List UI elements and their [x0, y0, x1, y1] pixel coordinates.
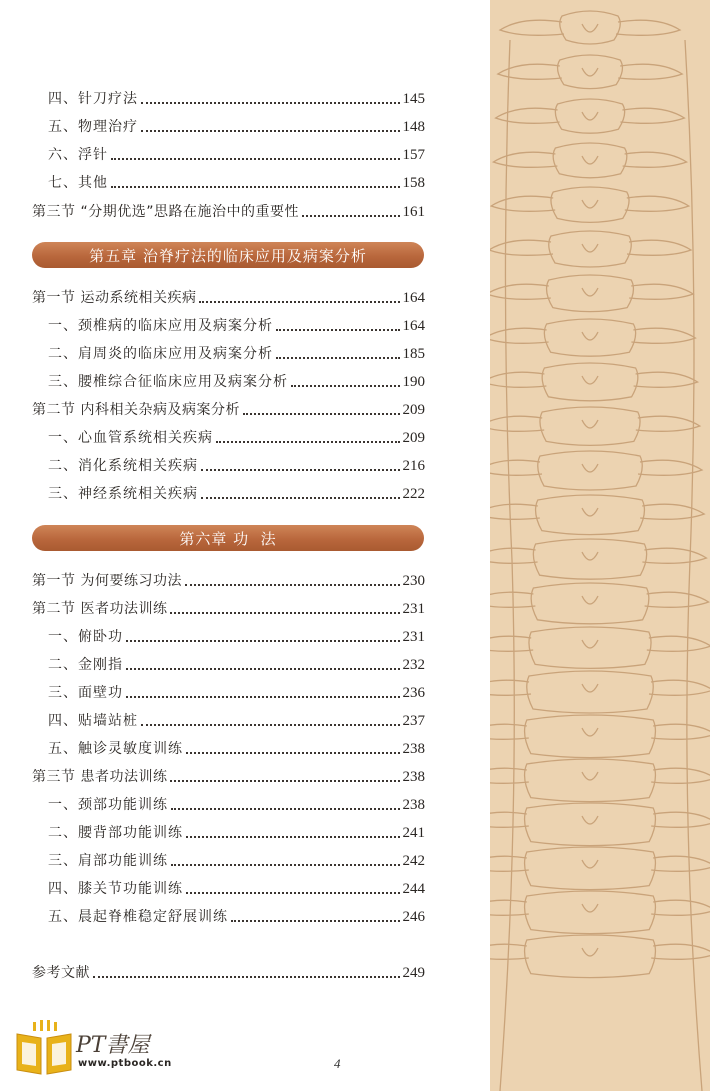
transverse-process-outline — [651, 856, 710, 871]
transverse-process-outline — [490, 812, 529, 827]
vertebra-outline — [533, 539, 646, 579]
toc-entry[interactable] — [48, 734, 425, 758]
transverse-process-outline — [649, 680, 710, 695]
toc-entry-page: 236 — [402, 685, 425, 701]
toc-entry-label: 一、俯卧功 — [48, 629, 123, 645]
toc-entry-page: 244 — [402, 881, 425, 897]
toc-entry[interactable] — [48, 874, 425, 898]
toc-entry-page: 216 — [402, 458, 425, 474]
transverse-process-outline — [490, 504, 540, 519]
spinous-process-outline — [582, 948, 598, 956]
leader-dots — [186, 891, 400, 894]
toc-entry-label: 三、面壁功 — [48, 685, 123, 701]
transverse-process-outline — [496, 108, 560, 123]
transverse-process-outline — [490, 460, 542, 475]
toc-entry-page: 238 — [402, 741, 425, 757]
leader-dots — [199, 300, 399, 303]
leader-dots — [171, 863, 400, 866]
transverse-process-outline — [498, 64, 562, 79]
toc-entry-label: 第二节 内科相关杂病及病案分析 — [32, 402, 240, 418]
toc-entry-label: 五、晨起脊椎稳定舒展训练 — [48, 909, 228, 925]
toc-entry-page: 238 — [402, 797, 425, 813]
toc-entry-label: 二、金刚指 — [48, 657, 123, 673]
spine-contour-right — [685, 40, 702, 1091]
leader-dots — [141, 723, 400, 726]
vertebra-outline — [549, 231, 632, 267]
spinous-process-outline — [582, 464, 598, 472]
leader-dots — [126, 667, 400, 670]
toc-entry-page: 161 — [402, 204, 425, 220]
toc-entry-page: 157 — [402, 147, 425, 163]
transverse-process-outline — [651, 812, 710, 827]
toc-entry[interactable] — [48, 339, 425, 363]
spinous-process-outline — [582, 640, 598, 648]
transverse-process-outline — [490, 416, 544, 431]
toc-entry[interactable] — [48, 140, 425, 164]
logo-name: PT書屋 — [76, 1033, 150, 1058]
vertebra-outline — [547, 275, 634, 312]
transverse-process-outline — [493, 152, 557, 167]
toc-entry-label: 三、腰椎综合征临床应用及病案分析 — [48, 374, 288, 390]
transverse-process-outline — [490, 328, 549, 343]
spinous-process-outline — [582, 508, 598, 516]
transverse-process-outline — [645, 592, 709, 607]
toc-entry-label: 五、物理治疗 — [48, 119, 138, 135]
leader-dots — [216, 440, 400, 443]
toc-entry-label: 七、其他 — [48, 175, 108, 191]
toc-entry-label: 一、心血管系统相关疾病 — [48, 430, 213, 446]
toc-entry[interactable] — [48, 311, 425, 335]
toc-entry-page: 230 — [402, 573, 425, 589]
transverse-process-outline — [640, 504, 704, 519]
transverse-process-outline — [631, 328, 695, 343]
toc-entry-page: 237 — [402, 713, 425, 729]
transverse-process-outline — [629, 284, 693, 299]
leader-dots — [243, 412, 400, 415]
toc-entry-label: 四、膝关节功能训练 — [48, 881, 183, 897]
toc-entry-page: 241 — [402, 825, 425, 841]
transverse-process-outline — [620, 108, 684, 123]
spinous-process-outline — [582, 816, 598, 824]
transverse-process-outline — [490, 856, 529, 871]
spinous-process-outline — [582, 596, 598, 604]
toc-entry-page: 246 — [402, 909, 425, 925]
toc-entry-label: 四、贴墙站桩 — [48, 713, 138, 729]
spinous-process-outline — [582, 112, 598, 120]
toc-section-entry[interactable] — [32, 283, 425, 307]
toc-entry-label: 第一节 运动系统相关疾病 — [32, 290, 197, 306]
spinous-process-outline — [582, 904, 598, 912]
transverse-process-outline — [616, 20, 680, 35]
vertebra-outline — [551, 187, 629, 222]
leader-dots — [231, 919, 400, 922]
leader-dots — [111, 157, 400, 160]
toc-entry-page: 190 — [402, 374, 425, 390]
toc-entry-label: 四、针刀疗法 — [48, 91, 138, 107]
transverse-process-outline — [651, 944, 710, 959]
toc-entry-page: 222 — [402, 486, 425, 502]
transverse-process-outline — [490, 372, 546, 387]
chapter-banner: 第五章 治脊疗法的临床应用及病案分析 — [32, 242, 424, 268]
toc-entry[interactable] — [48, 479, 425, 503]
toc-entry[interactable] — [48, 84, 425, 108]
toc-entry-label: 一、颈部功能训练 — [48, 797, 168, 813]
leader-dots — [141, 101, 400, 104]
transverse-process-outline — [490, 284, 551, 299]
spinous-process-outline — [582, 68, 598, 76]
toc-entry[interactable] — [48, 451, 425, 475]
transverse-process-outline — [625, 196, 689, 211]
leader-dots — [276, 328, 400, 331]
vertebra-outline — [553, 143, 627, 178]
toc-entry-label: 三、神经系统相关疾病 — [48, 486, 198, 502]
toc-entry-page: 238 — [402, 769, 425, 785]
leader-dots — [170, 779, 399, 782]
vertebra-outline — [558, 55, 623, 89]
toc-entry-label: 第一节 为何要练习功法 — [32, 573, 182, 589]
leader-dots — [276, 356, 400, 359]
toc-entry-page: 185 — [402, 346, 425, 362]
leader-dots — [93, 975, 400, 978]
transverse-process-outline — [490, 240, 553, 255]
toc-entry[interactable] — [48, 706, 425, 730]
transverse-process-outline — [500, 20, 564, 35]
toc-entry-page: 158 — [402, 175, 425, 191]
transverse-process-outline — [651, 724, 710, 739]
transverse-process-outline — [627, 240, 691, 255]
transverse-process-outline — [490, 680, 531, 695]
leader-dots — [170, 611, 399, 614]
toc-entry-page: 164 — [402, 318, 425, 334]
spinous-process-outline — [582, 244, 598, 252]
toc-entry-page: 242 — [402, 853, 425, 869]
leader-dots — [126, 639, 400, 642]
leader-dots — [186, 751, 400, 754]
toc-entry[interactable] — [48, 367, 425, 391]
toc-entry-label: 第二节 医者功法训练 — [32, 601, 168, 617]
toc-entry-page: 209 — [402, 430, 425, 446]
toc-section-entry[interactable] — [32, 762, 425, 786]
toc-section-entry[interactable] — [32, 566, 425, 590]
toc-entry-page: 148 — [402, 119, 425, 135]
toc-entry-page: 231 — [402, 629, 425, 645]
spinous-process-outline — [582, 156, 598, 164]
spinous-process-outline — [582, 552, 598, 560]
toc-entry-page: 164 — [402, 290, 425, 306]
transverse-process-outline — [490, 768, 529, 783]
toc-entry[interactable] — [48, 423, 425, 447]
spinous-process-outline — [582, 728, 598, 736]
transverse-process-outline — [651, 768, 710, 783]
leader-dots — [171, 807, 400, 810]
transverse-process-outline — [490, 548, 538, 563]
vertebra-outline — [542, 363, 638, 401]
transverse-process-outline — [490, 900, 529, 915]
toc-entry-label: 第三节 “分期优选”思路在施治中的重要性 — [32, 204, 299, 220]
vertebra-outline — [555, 99, 624, 133]
transverse-process-outline — [636, 416, 700, 431]
leader-dots — [291, 384, 400, 387]
transverse-process-outline — [623, 152, 687, 167]
spinous-process-outline — [582, 420, 598, 428]
toc-entry[interactable] — [48, 818, 425, 842]
toc-entry-label: 六、浮针 — [48, 147, 108, 163]
transverse-process-outline — [618, 64, 682, 79]
vertebra-outline — [538, 451, 643, 490]
toc-entry-label: 二、腰背部功能训练 — [48, 825, 183, 841]
toc-entry-page: 231 — [402, 601, 425, 617]
toc-entry[interactable] — [48, 650, 425, 674]
transverse-process-outline — [642, 548, 706, 563]
toc-entry-label: 二、肩周炎的临床应用及病案分析 — [48, 346, 273, 362]
toc-entry-label: 参考文献 — [32, 965, 90, 981]
transverse-process-outline — [490, 724, 529, 739]
leader-dots — [185, 583, 400, 586]
leader-dots — [201, 496, 400, 499]
spinous-process-outline — [582, 24, 598, 32]
spinous-process-outline — [582, 200, 598, 208]
spinous-process-outline — [582, 288, 598, 296]
spinous-process-outline — [582, 376, 598, 384]
transverse-process-outline — [491, 196, 555, 211]
toc-section-entry[interactable] — [32, 594, 425, 618]
spinous-process-outline — [582, 332, 598, 340]
toc-entry-page: 209 — [402, 402, 425, 418]
toc-entry[interactable] — [48, 902, 425, 926]
spine-line-art — [490, 0, 710, 1091]
transverse-process-outline — [490, 944, 529, 959]
spine-illustration-panel — [490, 0, 710, 1091]
toc-entry-label: 三、肩部功能训练 — [48, 853, 168, 869]
leader-dots — [201, 468, 400, 471]
logo-url: www.ptbook.cn — [78, 1058, 172, 1069]
leader-dots — [302, 214, 400, 217]
toc-references-entry[interactable] — [32, 958, 425, 982]
toc-entry-label: 一、颈椎病的临床应用及病案分析 — [48, 318, 273, 334]
toc-section-entry[interactable] — [32, 197, 425, 221]
spinous-process-outline — [582, 684, 598, 692]
toc-entry[interactable] — [48, 112, 425, 136]
leader-dots — [186, 835, 400, 838]
toc-entry[interactable] — [48, 790, 425, 814]
transverse-process-outline — [490, 636, 533, 651]
chapter-banner: 第六章 功 法 — [32, 525, 424, 551]
leader-dots — [126, 695, 400, 698]
vertebra-outline — [540, 407, 640, 445]
leader-dots — [141, 129, 400, 132]
toc-entry[interactable] — [48, 168, 425, 192]
transverse-process-outline — [647, 636, 710, 651]
toc-entry-label: 二、消化系统相关疾病 — [48, 458, 198, 474]
transverse-process-outline — [634, 372, 698, 387]
toc-entry-page: 249 — [402, 965, 425, 981]
vertebra-outline — [560, 11, 621, 44]
toc-entry[interactable] — [48, 622, 425, 646]
toc-entry-label: 五、触诊灵敏度训练 — [48, 741, 183, 757]
vertebra-outline — [536, 495, 645, 535]
toc-entry-label: 第三节 患者功法训练 — [32, 769, 168, 785]
toc-entry[interactable] — [48, 846, 425, 870]
page-number: 4 — [334, 1056, 341, 1071]
toc-entry[interactable] — [48, 678, 425, 702]
spinous-process-outline — [582, 860, 598, 868]
vertebra-outline — [544, 319, 635, 356]
toc-entry-page: 145 — [402, 91, 425, 107]
transverse-process-outline — [651, 900, 710, 915]
toc-section-entry[interactable] — [32, 395, 425, 419]
toc-entry-page: 232 — [402, 657, 425, 673]
spinous-process-outline — [582, 772, 598, 780]
leader-dots — [111, 185, 400, 188]
